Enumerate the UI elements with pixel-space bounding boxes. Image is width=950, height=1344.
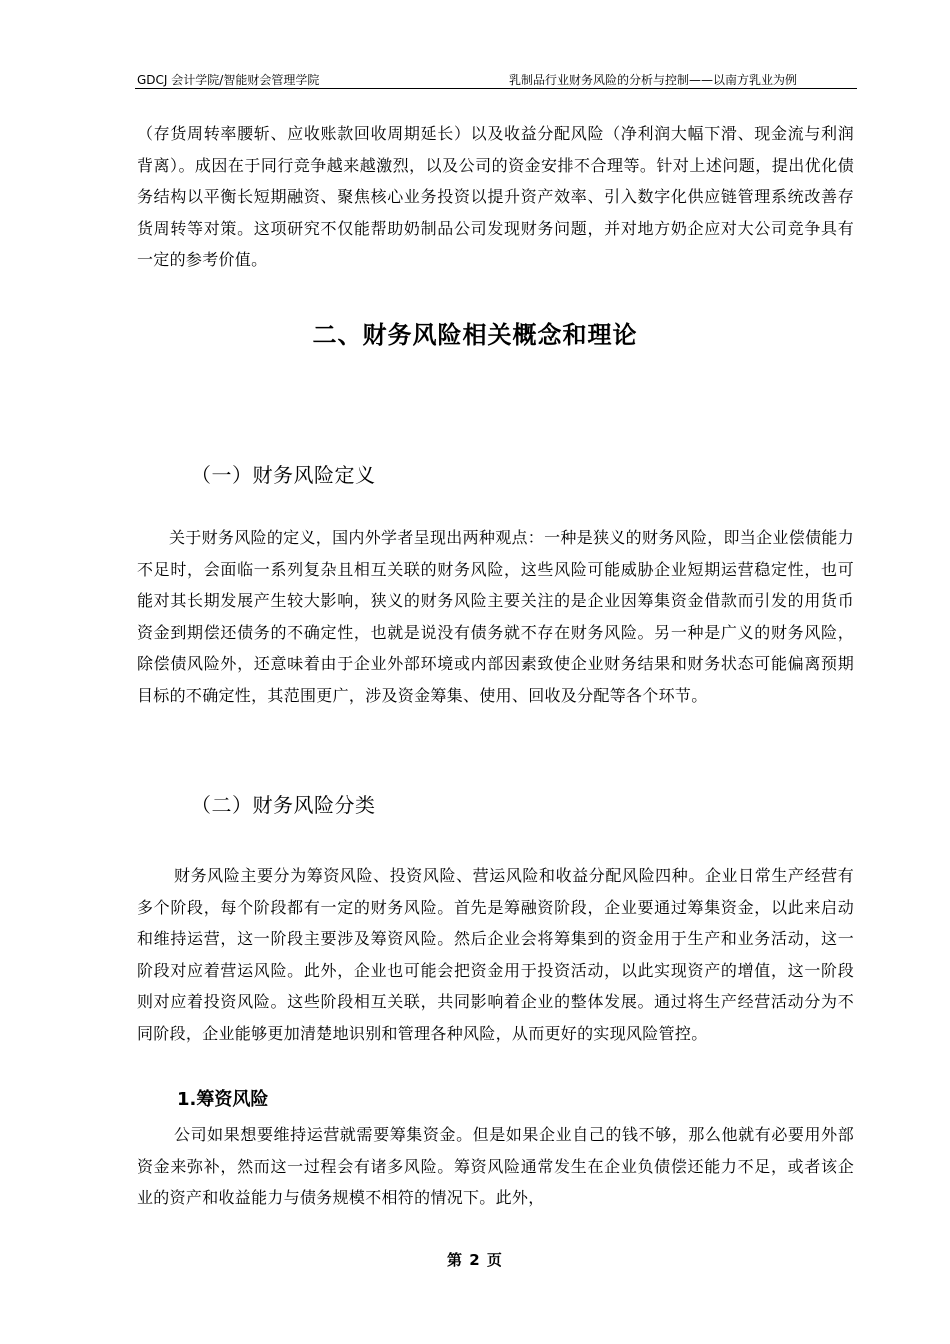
- page-header: [135, 70, 857, 89]
- header-institution: GDCJ 会计学院/智能财会管理学院: [137, 73, 320, 87]
- page-number: 第 2 页: [447, 1251, 503, 1269]
- financing-risk-paragraph: 公司如果想要维持运营就需要筹集资金。但是如果企业自己的钱不够，那么他就有必要用外部资金来弥补，然而这一过程会有诸多风险。筹资风险通常发生在企业负债偿还能力不足，或者该企业的资产和收益能力与债务规模不相符的情况下。此外，: [137, 1125, 854, 1208]
- section-title-classification: （二）财务风险分类: [191, 793, 376, 817]
- subsection-title-financing-risk: 1.筹资风险: [177, 1089, 269, 1110]
- header-paper-title: 乳制品行业财务风险的分析与控制——以南方乳业为例: [508, 73, 797, 87]
- chapter-title: 二、财务风险相关概念和理论: [312, 321, 638, 349]
- classification-paragraph: 财务风险主要分为筹资风险、投资风险、营运风险和收益分配风险四种。企业日常生产经营有多个阶段，每个阶段都有一定的财务风险。首先是筹融资阶段，企业要通过筹集资金，以此来启动和维持运营，这一阶段主要涉及筹资风险。然后企业会将筹集到的资金用于生产和业务活动，这一阶段对应着营运风险。此外，企业也可能会把资金用于投资活动，以此实现资产的增值，这一阶段则对应着投资风险。这些阶段相互关联，共同影响着企业的整体发展。通过将生产经营活动分为不同阶段，企业能够更加清楚地识别和管理各种风险，从而更好的实现风险管控。: [137, 866, 854, 1043]
- intro-paragraph: （存货周转率腰斩、应收账款回收周期延长）以及收益分配风险（净利润大幅下滑、现金流与利润背离）。成因在于同行竞争越来越激烈，以及公司的资金安排不合理等。针对上述问题，提出优化债务结构以平衡长短期融资、聚焦核心业务投资以提升资产效率、引入数字化供应链管理系统改善存货周转等对策。这项研究不仅能帮助奶制品公司发现财务问题，并对地方奶企应对大公司竞争具有一定的参考价值。: [137, 124, 854, 270]
- section-title-definition: （一）财务风险定义: [191, 463, 376, 487]
- definition-paragraph: 关于财务风险的定义，国内外学者呈现出两种观点：一种是狭义的财务风险，即当企业偿债能力不足时，会面临一系列复杂且相互关联的财务风险，这些风险可能威胁企业短期运营稳定性，也可能对其长期发展产生较大影响，狭义的财务风险主要关注的是企业因筹集资金借款而引发的用货币资金到期偿还债务的不确定性，也就是说没有债务就不存在财务风险。另一种是广义的财务风险，除偿债风险外，还意味着由于企业外部环境或内部因素致使企业财务结果和财务状态可能偏离预期目标的不确定性，其范围更广，涉及资金筹集、使用、回收及分配等各个环节。: [137, 528, 854, 705]
